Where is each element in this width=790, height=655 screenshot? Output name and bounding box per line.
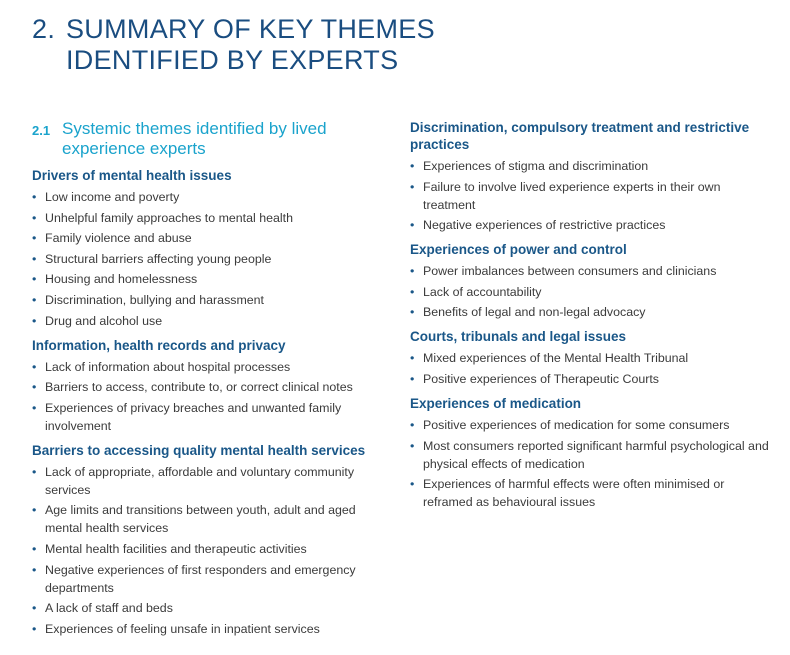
- theme-section: [410, 241, 770, 321]
- section-heading: Barriers to accessing quality mental health services: [32, 442, 366, 458]
- bullet-item: • Lack of appropriate, affordable and voluntary community services: [32, 463, 392, 499]
- bullet-list: [410, 262, 770, 321]
- bullet-item: • Low income and poverty: [32, 188, 392, 206]
- bullet-item: • Power imbalances between consumers and clinicians: [410, 262, 770, 280]
- bullet-item: • Failure to involve lived experience experts in their own treatment: [410, 178, 770, 214]
- subsection-heading-text: Systemic themes identified by lived experience experts: [62, 119, 327, 158]
- section-heading: Courts, tribunals and legal issues: [410, 329, 627, 345]
- bullet-item: • Experiences of privacy breaches and unwanted family involvement: [32, 399, 392, 435]
- right-column: [410, 119, 770, 518]
- bullet-item: • Most consumers reported significant harmful psychological and physical effects of medication: [410, 437, 770, 473]
- section-heading: Experiences of power and control: [410, 242, 627, 258]
- bullet-item: • Negative experiences of first responders and emergency departments: [32, 561, 392, 597]
- bullet-item: • Age limits and transitions between youth, adult and aged mental health services: [32, 501, 392, 537]
- section-heading: Discrimination, compulsory treatment and restrictive practices: [410, 120, 750, 152]
- bullet-item: • Family violence and abuse: [32, 229, 392, 247]
- bullet-item: • Experiences of feeling unsafe in inpatient services: [32, 620, 392, 638]
- bullet-item: • Positive experiences of Therapeutic Courts: [410, 370, 770, 388]
- section-heading: Drivers of mental health issues: [32, 168, 232, 183]
- bullet-list: [410, 349, 770, 388]
- bullet-item: • Lack of information about hospital processes: [32, 358, 392, 376]
- bullet-list: [32, 358, 392, 435]
- bullet-item: • Negative experiences of restrictive practices: [410, 216, 770, 234]
- bullet-item: • Structural barriers affecting young people: [32, 250, 392, 268]
- bullet-item: • A lack of staff and beds: [32, 599, 392, 617]
- title-line-1: SUMMARY OF KEY THEMES: [66, 14, 435, 44]
- bullet-item: • Positive experiences of medication for some consumers: [410, 416, 770, 434]
- bullet-item: • Discrimination, bullying and harassment: [32, 291, 392, 309]
- subsection-heading: [32, 119, 392, 159]
- bullet-item: • Lack of accountability: [410, 283, 770, 301]
- theme-section: [410, 395, 770, 511]
- page-title: [32, 14, 435, 76]
- left-column: [32, 119, 392, 645]
- bullet-item: • Housing and homelessness: [32, 270, 392, 288]
- bullet-item: • Mental health facilities and therapeutic activities: [32, 540, 392, 558]
- bullet-item: • Mixed experiences of the Mental Health Tribunal: [410, 349, 770, 367]
- theme-section: [410, 328, 770, 388]
- bullet-item: • Experiences of stigma and discrimination: [410, 157, 770, 175]
- bullet-item: • Benefits of legal and non-legal advocacy: [410, 303, 770, 321]
- theme-section: [32, 337, 392, 435]
- bullet-item: • Drug and alcohol use: [32, 312, 392, 330]
- section-heading: Experiences of medication: [410, 395, 582, 411]
- bullet-list: [410, 416, 770, 511]
- theme-section: [32, 442, 392, 638]
- left-sections: [32, 167, 392, 638]
- bullet-list: [410, 157, 770, 234]
- section-heading: Information, health records and privacy: [32, 337, 286, 353]
- theme-section: [410, 119, 770, 234]
- theme-section: [32, 167, 392, 330]
- title-number: 2.: [32, 14, 56, 44]
- title-line-2: IDENTIFIED BY EXPERTS: [66, 45, 399, 75]
- bullet-item: • Barriers to access, contribute to, or correct clinical notes: [32, 378, 392, 396]
- bullet-list: [32, 463, 392, 638]
- bullet-item: • Unhelpful family approaches to mental health: [32, 209, 392, 227]
- subsection-number: 2.1: [32, 123, 51, 138]
- bullet-item: • Experiences of harmful effects were often minimised or reframed as behavioural issues: [410, 475, 770, 511]
- right-sections: [410, 119, 770, 511]
- bullet-list: [32, 188, 392, 330]
